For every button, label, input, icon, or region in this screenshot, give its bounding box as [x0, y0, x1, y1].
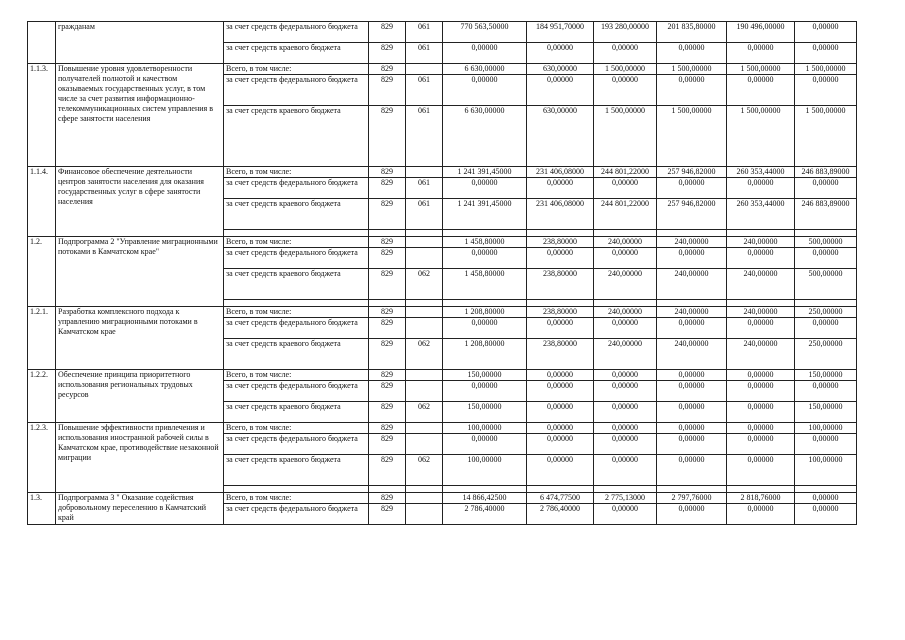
row-index: 1.1.4.	[28, 167, 56, 237]
empty-cell	[224, 486, 369, 493]
amount-cell: 0,00000	[594, 43, 657, 64]
amount-cell: 0,00000	[527, 402, 594, 423]
amount-cell: 0,00000	[727, 75, 795, 106]
amount-cell: 630,00000	[527, 106, 594, 167]
row-index: 1.2.	[28, 237, 56, 307]
amount-cell: 6 630,00000	[443, 106, 527, 167]
budget-table-body	[28, 22, 857, 525]
amount-cell: 1 208,80000	[443, 339, 527, 370]
amount-cell: 1 241 391,45000	[443, 167, 527, 178]
amount-cell: 240,00000	[727, 307, 795, 318]
amount-cell: 0,00000	[657, 178, 727, 199]
amount-cell: 1 500,00000	[657, 106, 727, 167]
empty-cell	[795, 230, 857, 237]
amount-cell: 0,00000	[443, 75, 527, 106]
grbs-code: 829	[369, 434, 406, 455]
amount-cell: 0,00000	[527, 75, 594, 106]
empty-cell	[527, 300, 594, 307]
amount-cell: 0,00000	[527, 434, 594, 455]
amount-cell: 240,00000	[657, 269, 727, 300]
amount-cell: 240,00000	[594, 237, 657, 248]
amount-cell: 1 500,00000	[594, 64, 657, 75]
amount-cell: 1 458,80000	[443, 237, 527, 248]
funding-source: за счет средств федерального бюджета	[224, 318, 369, 339]
amount-cell: 0,00000	[594, 75, 657, 106]
grbs-code: 829	[369, 318, 406, 339]
grbs-code: 829	[369, 307, 406, 318]
amount-cell: 1 500,00000	[727, 64, 795, 75]
amount-cell: 0,00000	[727, 434, 795, 455]
amount-cell: 0,00000	[727, 248, 795, 269]
amount-cell: 0,00000	[594, 402, 657, 423]
empty-cell	[443, 300, 527, 307]
amount-cell: 0,00000	[657, 455, 727, 486]
amount-cell: 244 801,22000	[594, 167, 657, 178]
amount-cell: 0,00000	[594, 370, 657, 381]
funding-source: Всего, в том числе:	[224, 370, 369, 381]
empty-cell	[369, 230, 406, 237]
amount-cell: 14 866,42500	[443, 493, 527, 504]
program-code	[406, 248, 443, 269]
empty-cell	[727, 486, 795, 493]
amount-cell: 1 458,80000	[443, 269, 527, 300]
amount-cell: 0,00000	[657, 504, 727, 525]
funding-source: за счет средств федерального бюджета	[224, 75, 369, 106]
amount-cell: 0,00000	[727, 423, 795, 434]
amount-cell: 193 280,00000	[594, 22, 657, 43]
amount-cell: 0,00000	[527, 248, 594, 269]
amount-cell: 0,00000	[594, 455, 657, 486]
amount-cell: 0,00000	[594, 318, 657, 339]
funding-source: за счет средств краевого бюджета	[224, 402, 369, 423]
program-code: 061	[406, 22, 443, 43]
amount-cell: 150,00000	[443, 402, 527, 423]
amount-cell: 0,00000	[795, 75, 857, 106]
amount-cell: 0,00000	[527, 318, 594, 339]
program-code	[406, 423, 443, 434]
amount-cell: 250,00000	[795, 307, 857, 318]
amount-cell: 0,00000	[727, 504, 795, 525]
grbs-code: 829	[369, 106, 406, 167]
amount-cell: 0,00000	[657, 381, 727, 402]
table-row	[28, 64, 857, 75]
grbs-code: 829	[369, 504, 406, 525]
grbs-code: 829	[369, 455, 406, 486]
funding-source: Всего, в том числе:	[224, 423, 369, 434]
amount-cell: 0,00000	[443, 318, 527, 339]
amount-cell: 0,00000	[727, 381, 795, 402]
empty-cell	[527, 230, 594, 237]
amount-cell: 184 951,70000	[527, 22, 594, 43]
grbs-code: 829	[369, 381, 406, 402]
amount-cell: 0,00000	[527, 178, 594, 199]
program-code	[406, 370, 443, 381]
empty-cell	[369, 486, 406, 493]
empty-cell	[795, 300, 857, 307]
amount-cell: 1 500,00000	[795, 64, 857, 75]
empty-cell	[443, 486, 527, 493]
amount-cell: 0,00000	[727, 402, 795, 423]
funding-source: за счет средств федерального бюджета	[224, 434, 369, 455]
amount-cell: 1 500,00000	[594, 106, 657, 167]
empty-cell	[224, 300, 369, 307]
amount-cell: 240,00000	[727, 237, 795, 248]
amount-cell: 0,00000	[443, 381, 527, 402]
program-code: 061	[406, 178, 443, 199]
grbs-code: 829	[369, 402, 406, 423]
grbs-code: 829	[369, 423, 406, 434]
amount-cell: 0,00000	[795, 434, 857, 455]
grbs-code: 829	[369, 64, 406, 75]
amount-cell: 0,00000	[527, 455, 594, 486]
funding-source: Всего, в том числе:	[224, 493, 369, 504]
amount-cell: 0,00000	[527, 370, 594, 381]
amount-cell: 231 406,08000	[527, 167, 594, 178]
amount-cell: 0,00000	[443, 43, 527, 64]
amount-cell: 2 786,40000	[443, 504, 527, 525]
amount-cell: 240,00000	[657, 237, 727, 248]
row-index: 1.2.3.	[28, 423, 56, 493]
amount-cell: 6 630,00000	[443, 64, 527, 75]
amount-cell: 0,00000	[795, 504, 857, 525]
amount-cell: 240,00000	[727, 269, 795, 300]
amount-cell: 500,00000	[795, 237, 857, 248]
amount-cell: 240,00000	[594, 307, 657, 318]
funding-source: за счет средств краевого бюджета	[224, 43, 369, 64]
empty-cell	[657, 300, 727, 307]
amount-cell: 500,00000	[795, 269, 857, 300]
program-code	[406, 381, 443, 402]
amount-cell: 0,00000	[727, 318, 795, 339]
grbs-code: 829	[369, 167, 406, 178]
amount-cell: 260 353,44000	[727, 167, 795, 178]
funding-source: Всего, в том числе:	[224, 64, 369, 75]
empty-cell	[657, 230, 727, 237]
amount-cell: 0,00000	[527, 43, 594, 64]
measure-name: Подпрограмма 2 "Управление миграционными потоками в Камчатском крае"	[56, 237, 224, 307]
row-index: 1.1.3.	[28, 64, 56, 167]
grbs-code: 829	[369, 43, 406, 64]
funding-source: за счет средств федерального бюджета	[224, 22, 369, 43]
empty-cell	[727, 300, 795, 307]
amount-cell: 246 883,89000	[795, 167, 857, 178]
amount-cell: 100,00000	[795, 423, 857, 434]
empty-cell	[406, 230, 443, 237]
amount-cell: 0,00000	[727, 43, 795, 64]
amount-cell: 0,00000	[657, 248, 727, 269]
measure-name: гражданам	[56, 22, 224, 64]
empty-cell	[224, 230, 369, 237]
program-code	[406, 504, 443, 525]
amount-cell: 2 775,13000	[594, 493, 657, 504]
table-row	[28, 493, 857, 504]
row-index: 1.2.1.	[28, 307, 56, 370]
program-code: 062	[406, 402, 443, 423]
empty-cell	[657, 486, 727, 493]
amount-cell: 240,00000	[594, 339, 657, 370]
amount-cell: 0,00000	[795, 381, 857, 402]
program-code: 061	[406, 43, 443, 64]
amount-cell: 150,00000	[795, 402, 857, 423]
amount-cell: 240,00000	[657, 339, 727, 370]
grbs-code: 829	[369, 237, 406, 248]
funding-source: за счет средств федерального бюджета	[224, 178, 369, 199]
program-code	[406, 64, 443, 75]
program-code	[406, 493, 443, 504]
empty-cell	[594, 486, 657, 493]
amount-cell: 1 241 391,45000	[443, 199, 527, 230]
empty-cell	[727, 230, 795, 237]
grbs-code: 829	[369, 269, 406, 300]
measure-name: Обеспечение принципа приоритетного использования региональных трудовых ресурсов	[56, 370, 224, 423]
amount-cell: 0,00000	[657, 75, 727, 106]
funding-source: Всего, в том числе:	[224, 237, 369, 248]
row-index	[28, 22, 56, 64]
amount-cell: 150,00000	[795, 370, 857, 381]
amount-cell: 0,00000	[594, 423, 657, 434]
amount-cell: 0,00000	[657, 318, 727, 339]
amount-cell: 0,00000	[443, 178, 527, 199]
amount-cell: 257 946,82000	[657, 199, 727, 230]
table-row	[28, 22, 857, 43]
amount-cell: 240,00000	[727, 339, 795, 370]
amount-cell: 244 801,22000	[594, 199, 657, 230]
program-code: 062	[406, 269, 443, 300]
empty-cell	[795, 486, 857, 493]
funding-source: за счет средств федерального бюджета	[224, 248, 369, 269]
program-code	[406, 318, 443, 339]
grbs-code: 829	[369, 493, 406, 504]
amount-cell: 0,00000	[795, 318, 857, 339]
amount-cell: 257 946,82000	[657, 167, 727, 178]
program-code: 062	[406, 339, 443, 370]
grbs-code: 829	[369, 339, 406, 370]
row-index: 1.2.2.	[28, 370, 56, 423]
amount-cell: 240,00000	[657, 307, 727, 318]
grbs-code: 829	[369, 370, 406, 381]
amount-cell: 100,00000	[443, 455, 527, 486]
program-code: 061	[406, 106, 443, 167]
amount-cell: 0,00000	[795, 493, 857, 504]
amount-cell: 1 500,00000	[795, 106, 857, 167]
amount-cell: 0,00000	[594, 178, 657, 199]
funding-source: Всего, в том числе:	[224, 307, 369, 318]
funding-source: за счет средств краевого бюджета	[224, 455, 369, 486]
program-code	[406, 307, 443, 318]
amount-cell: 1 500,00000	[657, 64, 727, 75]
budget-table	[27, 21, 857, 525]
table-row	[28, 423, 857, 434]
amount-cell: 0,00000	[594, 381, 657, 402]
amount-cell: 190 496,00000	[727, 22, 795, 43]
grbs-code: 829	[369, 75, 406, 106]
amount-cell: 0,00000	[657, 402, 727, 423]
amount-cell: 0,00000	[527, 381, 594, 402]
program-code	[406, 237, 443, 248]
amount-cell: 0,00000	[657, 423, 727, 434]
empty-cell	[406, 486, 443, 493]
funding-source: Всего, в том числе:	[224, 167, 369, 178]
amount-cell: 1 208,80000	[443, 307, 527, 318]
funding-source: за счет средств федерального бюджета	[224, 381, 369, 402]
amount-cell: 0,00000	[443, 248, 527, 269]
measure-name: Разработка комплексного подхода к управлению миграционными потоками в Камчатском крае	[56, 307, 224, 370]
measure-name: Повышение эффективности привлечения и использования иностранной рабочей силы в Камчатском крае, противодействие незаконной миграции	[56, 423, 224, 493]
amount-cell: 2 797,76000	[657, 493, 727, 504]
row-index: 1.3.	[28, 493, 56, 525]
amount-cell: 0,00000	[594, 434, 657, 455]
amount-cell: 0,00000	[795, 178, 857, 199]
amount-cell: 0,00000	[727, 455, 795, 486]
amount-cell: 0,00000	[594, 248, 657, 269]
program-code: 062	[406, 455, 443, 486]
amount-cell: 770 563,50000	[443, 22, 527, 43]
amount-cell: 0,00000	[727, 370, 795, 381]
measure-name: Подпрограмма 3 " Оказание содействия добровольному переселению в Камчатский край	[56, 493, 224, 525]
amount-cell: 0,00000	[795, 43, 857, 64]
empty-cell	[594, 230, 657, 237]
grbs-code: 829	[369, 22, 406, 43]
amount-cell: 246 883,89000	[795, 199, 857, 230]
measure-name: Повышение уровня удовлетворенности получателей полнотой и качеством оказываемых государственных услуг, в том числе за счет развития информационно-телекоммуникационных систем управления в сфере занятости населения	[56, 64, 224, 167]
amount-cell: 231 406,08000	[527, 199, 594, 230]
amount-cell: 238,80000	[527, 339, 594, 370]
funding-source: за счет средств краевого бюджета	[224, 339, 369, 370]
amount-cell: 0,00000	[527, 423, 594, 434]
program-code	[406, 434, 443, 455]
amount-cell: 100,00000	[443, 423, 527, 434]
empty-cell	[406, 300, 443, 307]
program-code: 061	[406, 199, 443, 230]
table-row	[28, 167, 857, 178]
amount-cell: 630,00000	[527, 64, 594, 75]
grbs-code: 829	[369, 199, 406, 230]
empty-cell	[594, 300, 657, 307]
amount-cell: 201 835,80000	[657, 22, 727, 43]
amount-cell: 238,80000	[527, 269, 594, 300]
amount-cell: 0,00000	[657, 370, 727, 381]
amount-cell: 0,00000	[657, 434, 727, 455]
table-row	[28, 307, 857, 318]
funding-source: за счет средств краевого бюджета	[224, 199, 369, 230]
amount-cell: 0,00000	[795, 22, 857, 43]
amount-cell: 238,80000	[527, 307, 594, 318]
amount-cell: 250,00000	[795, 339, 857, 370]
empty-cell	[369, 300, 406, 307]
funding-source: за счет средств краевого бюджета	[224, 106, 369, 167]
amount-cell: 240,00000	[594, 269, 657, 300]
amount-cell: 150,00000	[443, 370, 527, 381]
amount-cell: 0,00000	[657, 43, 727, 64]
amount-cell: 0,00000	[594, 504, 657, 525]
amount-cell: 2 818,76000	[727, 493, 795, 504]
amount-cell: 260 353,44000	[727, 199, 795, 230]
measure-name: Финансовое обеспечение деятельности центров занятости населения для оказания государственных услуг в сфере занятости населения	[56, 167, 224, 237]
amount-cell: 0,00000	[795, 248, 857, 269]
amount-cell: 100,00000	[795, 455, 857, 486]
program-code	[406, 167, 443, 178]
funding-source: за счет средств федерального бюджета	[224, 504, 369, 525]
amount-cell: 238,80000	[527, 237, 594, 248]
amount-cell: 6 474,77500	[527, 493, 594, 504]
grbs-code: 829	[369, 178, 406, 199]
amount-cell: 1 500,00000	[727, 106, 795, 167]
table-row	[28, 237, 857, 248]
amount-cell: 0,00000	[727, 178, 795, 199]
funding-source: за счет средств краевого бюджета	[224, 269, 369, 300]
amount-cell: 2 786,40000	[527, 504, 594, 525]
amount-cell: 0,00000	[443, 434, 527, 455]
empty-cell	[443, 230, 527, 237]
table-row	[28, 370, 857, 381]
program-code: 061	[406, 75, 443, 106]
grbs-code: 829	[369, 248, 406, 269]
empty-cell	[527, 486, 594, 493]
